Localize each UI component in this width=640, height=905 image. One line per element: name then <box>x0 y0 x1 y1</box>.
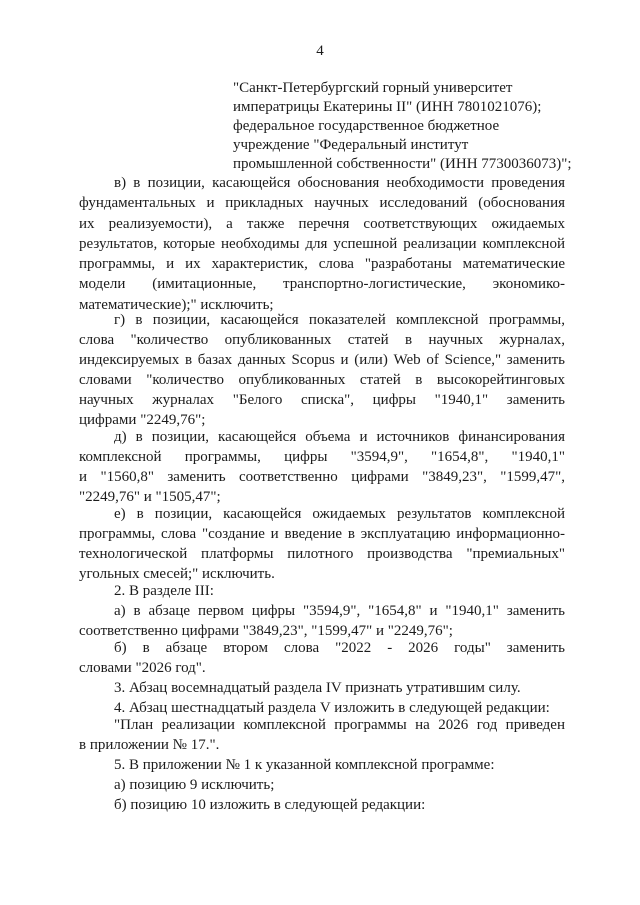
body-line: 5. В приложении № 1 к указанной комплексной программе: <box>114 757 495 773</box>
body-line: "План реализации комплексной программы на 2026 год приведен <box>114 717 565 733</box>
body-line: слова "количество опубликованных статей в научных журналах, <box>79 332 565 348</box>
body-line: словами "2026 год". <box>79 660 206 676</box>
page-number: 4 <box>316 43 324 59</box>
body-line: результатов, которые необходимы для успешной реализации комплексной <box>79 236 565 252</box>
quote-line: "Санкт-Петербургский горный университет <box>233 80 513 96</box>
body-line: а) в абзаце первом цифры "3594,9", "1654,8" и "1940,1" заменить <box>114 603 565 619</box>
body-line: модели (имитационные, транспортно-логистические, экономико- <box>79 276 565 292</box>
body-line: и "1560,8" заменить соответственно цифрами "3849,23", "1599,47", <box>79 469 565 485</box>
body-line: 4. Абзац шестнадцатый раздела V изложить в следующей редакции: <box>114 700 550 716</box>
body-line: технологической платформы пилотного производства "премиальных" <box>79 546 565 562</box>
quote-line: промышленной собственности" (ИНН 7730036073)"; <box>233 155 572 172</box>
body-line: г) в позиции, касающейся показателей комплексной программы, <box>114 312 565 328</box>
quote-line: учреждение "Федеральный институт <box>233 136 469 153</box>
body-line: индексируемых в базах данных Scopus и (или) Web of Science," заменить <box>79 352 565 368</box>
quote-line: федеральное государственное бюджетное <box>233 117 500 134</box>
body-line: угольных смесей;" исключить. <box>79 566 275 582</box>
body-line: комплексной программы, цифры "3594,9", "1654,8", "1940,1" <box>79 449 565 465</box>
body-line: в приложении № 17.". <box>79 737 220 753</box>
body-line: цифрами "2249,76"; <box>79 412 206 428</box>
body-line: 3. Абзац восемнадцатый раздела IV признать утратившим силу. <box>114 680 521 696</box>
body-line: программы, слова "создание и введение в эксплуатацию информационно- <box>79 526 565 542</box>
body-line: словами "количество опубликованных статей в высокорейтинговых <box>79 372 565 388</box>
body-line: их реализуемости), а также перечня соответствующих ожидаемых <box>79 216 565 232</box>
body-line: математические);" исключить; <box>79 297 274 313</box>
body-line: а) позицию 9 исключить; <box>114 777 275 793</box>
body-line: в) в позиции, касающейся обоснования необходимости проведения <box>114 175 565 191</box>
body-line: е) в позиции, касающейся ожидаемых результатов комплексной <box>114 506 565 522</box>
quote-line: императрицы Екатерины II" (ИНН 7801021076); <box>233 98 542 115</box>
body-line: б) в абзаце втором слова "2022 - 2026 годы" заменить <box>114 640 565 656</box>
body-line: соответственно цифрами "3849,23", "1599,47" и "2249,76"; <box>79 623 453 639</box>
body-line: "2249,76" и "1505,47"; <box>79 489 221 505</box>
body-line: 2. В разделе III: <box>114 583 214 599</box>
body-line: фундаментальных и прикладных научных исследований (обоснования <box>79 195 565 211</box>
body-line: программы, и их характеристик, слова "разработаны математические <box>79 256 565 272</box>
body-line: б) позицию 10 изложить в следующей редакции: <box>114 797 426 813</box>
body-line: д) в позиции, касающейся объема и источников финансирования <box>114 429 565 445</box>
body-line: научных журналах "Белого списка", цифры "1940,1" заменить <box>79 392 565 408</box>
